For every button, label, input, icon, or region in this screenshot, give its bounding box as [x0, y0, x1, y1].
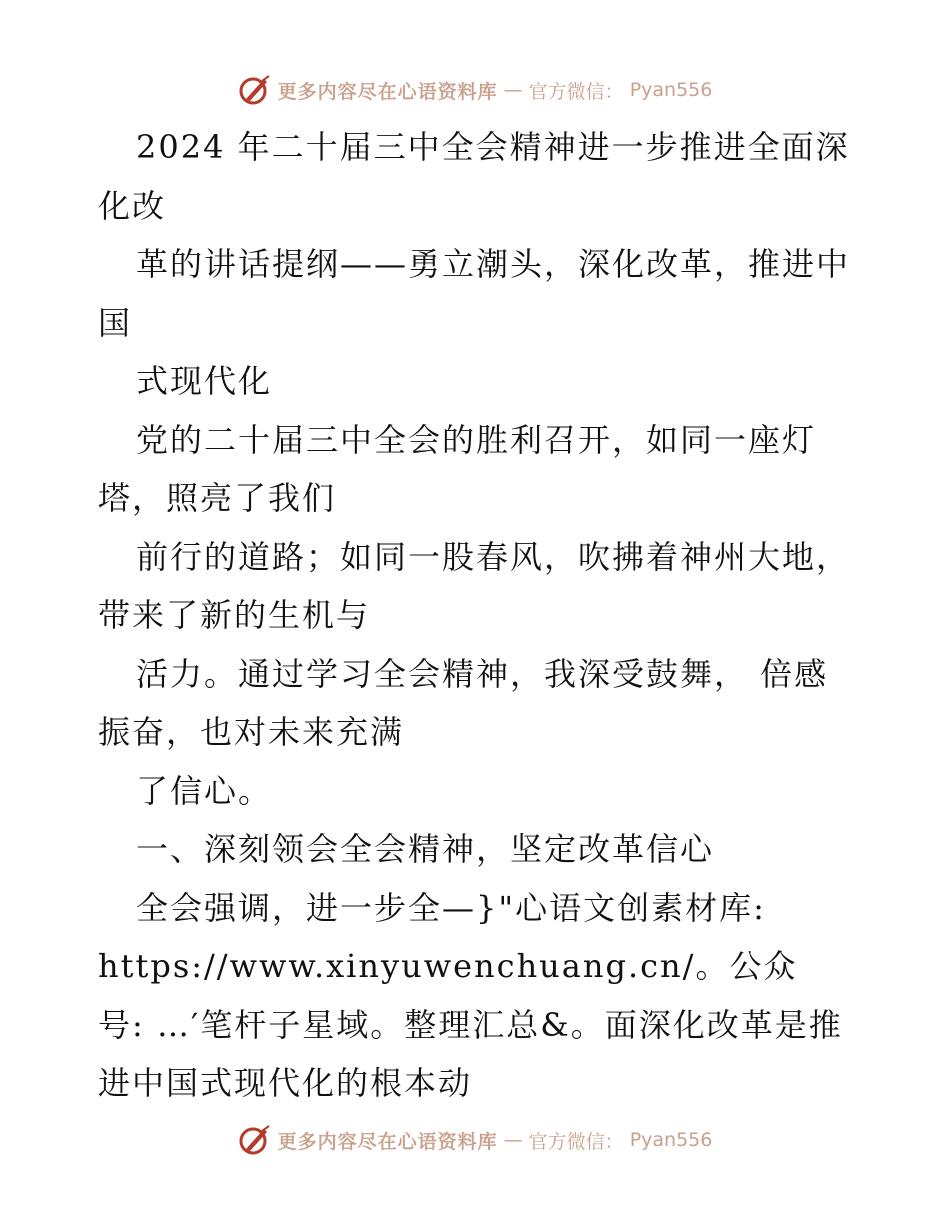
banner-wechat-label: 官方微信：	[528, 80, 624, 103]
text-line: 全会强调，进一步全—}"心语文创素材库:	[136, 888, 766, 927]
text-line: 化改	[98, 186, 167, 225]
text-line: 国	[98, 303, 133, 342]
text-line: 党的二十届三中全会的胜利召开，如同一座灯	[136, 420, 817, 459]
text-line: 了信心。	[136, 771, 273, 810]
text-line: 一、深刻领会全会精神，坚定改革信心	[136, 830, 715, 868]
banner-separator: —	[503, 1129, 523, 1151]
banner-wechat-id: Pyan556	[629, 79, 713, 101]
text-line: https://www.xinyuwenchuang.cn/。公众	[98, 947, 798, 985]
text-line: 式现代化	[136, 362, 273, 400]
banner-wechat-label: 官方微信：	[528, 1130, 624, 1153]
header-banner	[0, 72, 950, 108]
banner-separator: —	[503, 79, 523, 101]
text-line: 带来了新的生机与	[98, 596, 371, 634]
text-line: 2024 年二十届三中全会精神进一步推进全面深	[136, 128, 850, 166]
banner-brand: 更多内容尽在心语资料库	[277, 1130, 498, 1153]
text-line: 前行的道路；如同一股春风，吹拂着神州大地，	[136, 537, 851, 576]
banner-brand: 更多内容尽在心语资料库	[277, 80, 498, 103]
text-line: 号: …′笔杆子星域。整理汇总&。面深化改革是推	[98, 1005, 843, 1044]
document-body	[98, 118, 858, 1113]
text-line: 活力。通过学习全会精神，我深受鼓舞， 倍感	[136, 654, 829, 693]
feather-pen-seal-icon	[238, 73, 272, 107]
text-line: 塔，照亮了我们	[98, 479, 337, 517]
text-line: 振奋，也对未来充满	[98, 713, 405, 751]
banner-wechat-id: Pyan556	[629, 1129, 713, 1151]
footer-banner	[0, 1122, 950, 1158]
feather-pen-seal-icon	[238, 1123, 272, 1157]
text-line: 革的讲话提纲——勇立潮头，深化改革，推进中	[136, 245, 851, 283]
text-line: 进中国式现代化的根本动	[98, 1064, 473, 1102]
